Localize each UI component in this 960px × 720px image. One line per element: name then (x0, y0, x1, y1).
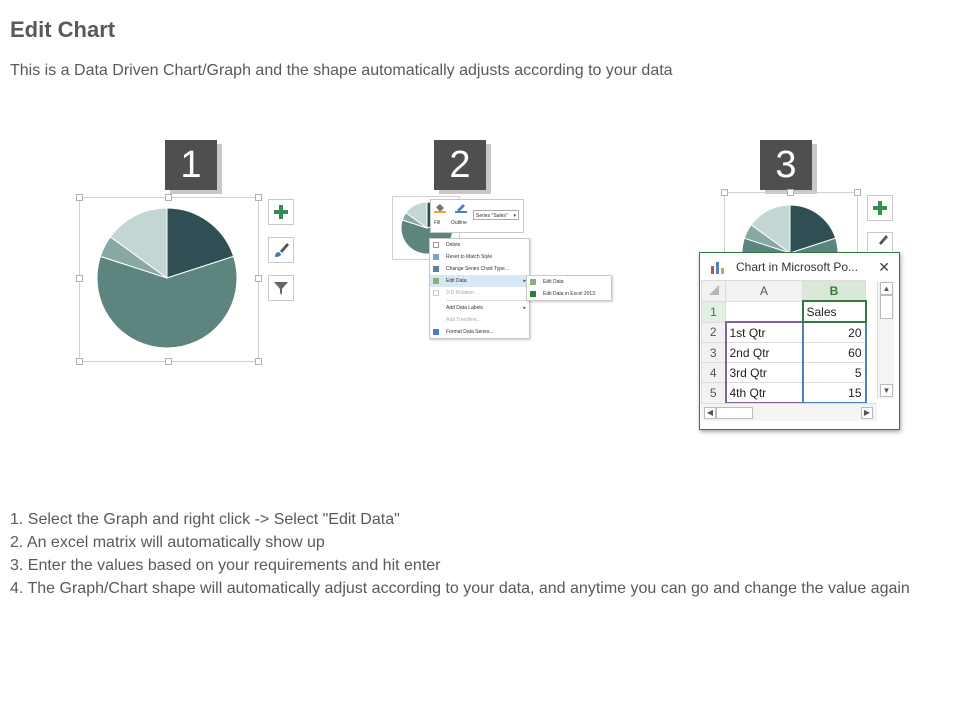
menu-item-delete[interactable]: Delete (430, 239, 529, 251)
row-header[interactable]: 2 (702, 322, 726, 343)
brush-icon (871, 233, 889, 251)
menu-item-reset-style[interactable]: Reset to Match Style (430, 251, 529, 263)
step-number-3: 3 (760, 140, 812, 190)
instruction-step-1: 1. Select the Graph and right click -> Select "Edit Data" (10, 511, 400, 528)
outline-button[interactable] (455, 203, 469, 217)
menu-divider (446, 300, 529, 301)
submenu-item-edit-data[interactable]: Edit Data (527, 276, 611, 288)
menu-item-change-type[interactable]: Change Series Chart Type... (430, 263, 529, 275)
scroll-thumb[interactable] (880, 295, 893, 319)
fill-label: Fill (434, 220, 441, 226)
series-select[interactable] (473, 210, 519, 220)
cell-b3[interactable]: 60 (803, 343, 866, 363)
excel-window-title: Chart in Microsoft Po... (736, 260, 859, 274)
cell-a2[interactable]: 1st Qtr (726, 322, 803, 343)
scroll-up-icon[interactable]: ▲ (880, 282, 893, 295)
cell-b5[interactable]: 15 (803, 383, 866, 404)
series-select-value: Series "Sales" (476, 213, 508, 219)
cell-b1[interactable]: Sales (803, 301, 866, 322)
context-menu (429, 238, 530, 339)
edit-data-submenu (526, 275, 612, 301)
submenu-arrow-icon: ▸ (523, 278, 526, 284)
chart-styles-button[interactable] (268, 237, 294, 263)
scroll-down-icon[interactable]: ▼ (880, 384, 893, 397)
column-header-a[interactable]: A (726, 281, 803, 302)
fill-button[interactable] (434, 203, 446, 217)
menu-item-format-series[interactable]: Format Data Series... (430, 326, 529, 338)
excel-titlebar (700, 253, 899, 281)
mini-format-toolbar (430, 199, 524, 233)
cell-a3[interactable]: 2nd Qtr (726, 343, 803, 363)
excel-window (699, 252, 900, 430)
step-number-1: 1 (165, 140, 217, 190)
submenu-item-edit-in-excel[interactable]: Edit Data in Excel 2013 (527, 288, 611, 300)
horizontal-scrollbar[interactable] (701, 403, 877, 421)
instruction-step-4: 4. The Graph/Chart shape will automatically adjust according to your data, and anytime you can go and change the value again (10, 580, 910, 597)
scroll-left-icon[interactable]: ◀ (704, 407, 716, 419)
plus-icon (273, 204, 289, 220)
page-subtitle: This is a Data Driven Chart/Graph and the shape automatically adjusts according to your data (10, 62, 673, 79)
pie-chart-3[interactable] (738, 203, 842, 253)
step-number-2: 2 (434, 140, 486, 190)
column-header-b[interactable]: B (803, 281, 866, 302)
page-title: Edit Chart (10, 17, 116, 42)
row-header[interactable]: 4 (702, 363, 726, 383)
instructions (10, 508, 940, 600)
brush-icon (272, 241, 290, 259)
submenu-arrow-icon: ▸ (523, 305, 526, 311)
corner-cell[interactable] (702, 281, 726, 302)
chart-elements-button[interactable] (268, 199, 294, 225)
spreadsheet-grid (701, 280, 867, 404)
menu-item-add-trendline: Add Trendline... (446, 317, 482, 323)
pen-outline-icon (455, 203, 467, 213)
vertical-scrollbar[interactable] (877, 281, 894, 399)
cell-b4[interactable]: 5 (803, 363, 866, 383)
menu-item-add-data-labels[interactable]: Add Data Labels ▸ (430, 302, 529, 314)
chart-bars-icon (710, 259, 728, 275)
outline-label: Outline (451, 220, 467, 226)
menu-item-3d-rotation: 3-D Rotation... (430, 287, 529, 299)
cell-a4[interactable]: 3rd Qtr (726, 363, 803, 383)
cell-b2[interactable]: 20 (803, 322, 866, 343)
row-header[interactable]: 3 (702, 343, 726, 363)
row-header[interactable]: 5 (702, 383, 726, 404)
dropdown-arrow-icon: ▾ (513, 213, 516, 219)
chart-elements-button-3[interactable] (867, 195, 893, 221)
plus-icon (872, 200, 888, 216)
row-header[interactable]: 1 (702, 301, 726, 322)
close-icon[interactable]: ✕ (878, 259, 890, 275)
instruction-step-3: 3. Enter the values based on your requirements and hit enter (10, 557, 441, 574)
instruction-step-2: 2. An excel matrix will automatically show up (10, 534, 325, 551)
paint-bucket-icon (434, 203, 446, 213)
chart-styles-button-3[interactable] (867, 232, 893, 251)
select-all-icon (709, 285, 719, 295)
cell-a5[interactable]: 4th Qtr (726, 383, 803, 404)
scroll-right-icon[interactable]: ▶ (861, 407, 873, 419)
chart-filters-button[interactable] (268, 275, 294, 301)
scroll-thumb-horizontal[interactable] (716, 407, 753, 419)
filter-icon (272, 279, 290, 297)
menu-item-edit-data[interactable]: Edit Data ▸ (430, 275, 529, 287)
pie-chart-1[interactable] (92, 206, 242, 352)
cell-a1[interactable] (726, 301, 803, 322)
